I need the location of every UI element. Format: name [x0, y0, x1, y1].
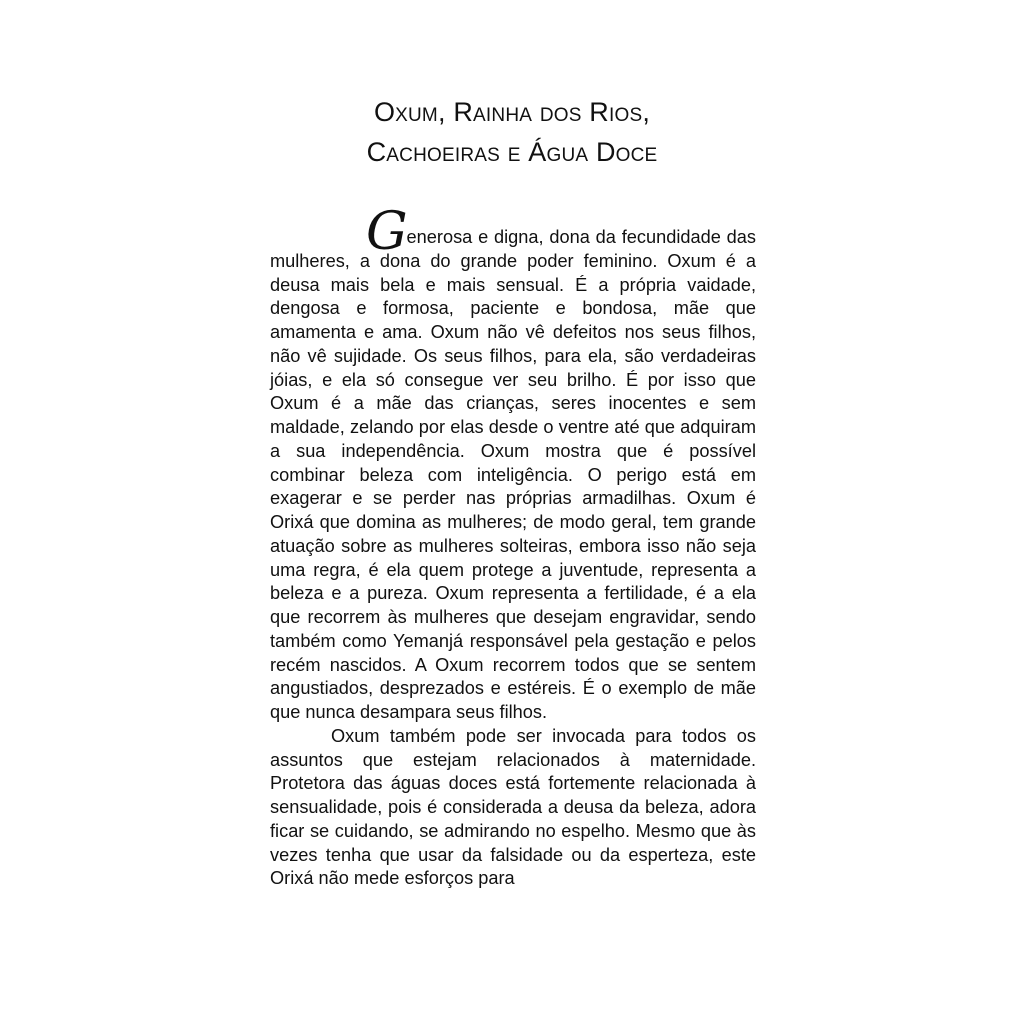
paragraph-1-text: enerosa e digna, dona da fecundidade das mulheres, a dona do grande poder feminino. Oxum é a deusa mais bela e mais sensual. É a própria vaidade, dengosa e formosa, paciente e bondosa, mãe que amamenta e ama. Oxum não vê defeitos nos seus filhos, não vê sujidade. Os seus filhos, para ela, são verdadeiras jóias, e ela só consegue ver seu brilho. É por isso que Oxum é a mãe das crianças, seres inocentes e sem maldade, zelando por elas desde o ventre até que adquiram a sua independência. Oxum mostra que é possível combinar beleza com inteligência. O perigo está em exagerar e se perder nas próprias armadilhas. Oxum é Orixá que domina as mulheres; de modo geral, tem grande atuação sobre as mulheres solteiras, embora isso não seja uma regra, é ela quem protege a juventude, representa a beleza e a pureza. Oxum representa a fertilidade, é a ela que recorrem às mulheres que desejam engravidar, sendo também como Yemanjá responsável pela gestação e pelos recém nascidos. A Oxum recorrem todos que se sentem angustiados, desprezados e estéreis. É o exemplo de mãe que nunca desampara seus filhos.: [270, 227, 756, 722]
chapter-body: [270, 202, 756, 891]
chapter-title-line-1: Oxum, Rainha dos Rios,: [373, 97, 651, 127]
chapter-title-line-2: Cachoeiras e Água Doce: [366, 137, 658, 167]
chapter-title: [262, 92, 762, 172]
drop-cap: G: [366, 202, 406, 262]
paragraph-2: [270, 725, 756, 891]
paragraph-2-text: Oxum também pode ser invocada para todos os assuntos que estejam relacionados à maternidade. Protetora das águas doces está fortemente relacionada à sensualidade, pois é considerada a deusa da beleza, adora ficar se cuidando, se admirando no espelho. Mesmo que às vezes tenha que usar da falsidade ou da esperteza, este Orixá não mede esforços para: [270, 725, 756, 889]
paragraph-1: [270, 202, 756, 725]
